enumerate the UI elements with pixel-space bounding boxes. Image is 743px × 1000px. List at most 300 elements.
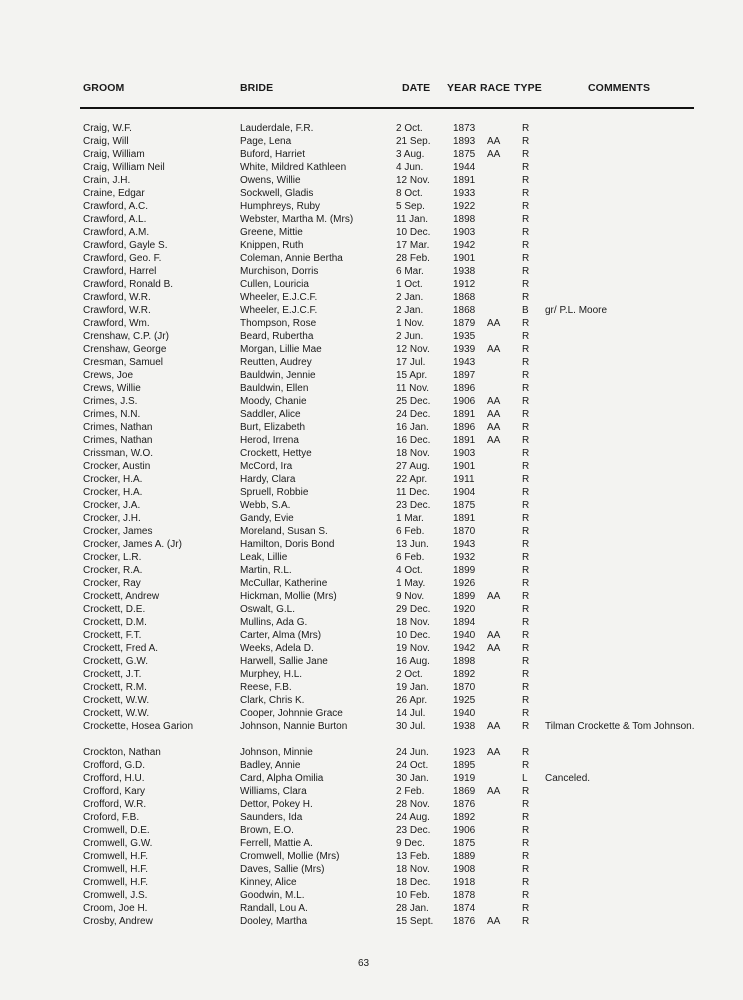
race-cell: AA: [487, 318, 501, 329]
type-cell: R: [522, 292, 530, 303]
bride-cell: Moody, Chanie: [240, 396, 307, 407]
groom-cell: Crofford, H.U.: [83, 773, 145, 784]
bride-cell: Page, Lena: [240, 136, 292, 147]
groom-cell: Crimes, N.N.: [83, 409, 141, 420]
bride-cell: Johnson, Nannie Burton: [240, 721, 348, 732]
year-cell: 1933: [453, 188, 476, 199]
table-row: [0, 356, 743, 369]
year-cell: 1901: [453, 461, 476, 472]
year-cell: 1898: [453, 214, 476, 225]
groom-cell: Craig, Will: [83, 136, 129, 147]
bride-cell: White, Mildred Kathleen: [240, 162, 347, 173]
type-cell: R: [522, 838, 530, 849]
type-cell: R: [522, 487, 530, 498]
groom-cell: Croom, Joe H.: [83, 903, 148, 914]
bride-cell: Bauldwin, Ellen: [240, 383, 309, 394]
bride-cell: Spruell, Robbie: [240, 487, 309, 498]
bride-cell: Weeks, Adela D.: [240, 643, 314, 654]
type-cell: R: [522, 903, 530, 914]
table-row: [0, 811, 743, 824]
date-cell: 10 Dec.: [396, 630, 431, 641]
year-cell: 1891: [453, 513, 476, 524]
year-cell: 1899: [453, 591, 476, 602]
type-cell: R: [522, 266, 530, 277]
type-cell: R: [522, 227, 530, 238]
header-year: YEAR: [447, 82, 477, 94]
date-cell: 17 Jul.: [396, 357, 426, 368]
table-row: [0, 148, 743, 161]
type-cell: R: [522, 656, 530, 667]
year-cell: 1870: [453, 682, 476, 693]
table-row: [0, 850, 743, 863]
table-row: [0, 902, 743, 915]
type-cell: R: [522, 409, 530, 420]
table-row: [0, 694, 743, 707]
type-cell: R: [522, 747, 530, 758]
groom-cell: Crockett, D.M.: [83, 617, 147, 628]
date-cell: 6 Feb.: [396, 552, 425, 563]
groom-cell: Crofford, Kary: [83, 786, 146, 797]
type-cell: R: [522, 201, 530, 212]
bride-cell: Moreland, Susan S.: [240, 526, 328, 537]
date-cell: 11 Jan.: [396, 214, 429, 225]
table-row: [0, 239, 743, 252]
groom-cell: Crockett, W.W.: [83, 708, 150, 719]
bride-cell: Johnson, Minnie: [240, 747, 313, 758]
groom-cell: Craine, Edgar: [83, 188, 145, 199]
bride-cell: Reutten, Audrey: [240, 357, 312, 368]
type-cell: R: [522, 812, 530, 823]
groom-cell: Crimes, Nathan: [83, 422, 153, 433]
table-row: [0, 629, 743, 642]
table-row: [0, 824, 743, 837]
date-cell: 16 Jan.: [396, 422, 429, 433]
table-row: [0, 564, 743, 577]
type-cell: R: [522, 357, 530, 368]
bride-cell: Murchison, Dorris: [240, 266, 319, 277]
bride-cell: Badley, Annie: [240, 760, 301, 771]
groom-cell: Crockett, F.T.: [83, 630, 142, 641]
bride-cell: Clark, Chris K.: [240, 695, 305, 706]
year-cell: 1925: [453, 695, 476, 706]
date-cell: 5 Sep.: [396, 201, 425, 212]
groom-cell: Crimes, J.S.: [83, 396, 138, 407]
table-row: [0, 473, 743, 486]
bride-cell: Card, Alpha Omilia: [240, 773, 324, 784]
year-cell: 1896: [453, 422, 476, 433]
year-cell: 1942: [453, 240, 476, 251]
date-cell: 17 Mar.: [396, 240, 430, 251]
date-cell: 19 Nov.: [396, 643, 430, 654]
year-cell: 1875: [453, 838, 476, 849]
type-cell: R: [522, 214, 530, 225]
type-cell: B: [522, 305, 529, 316]
race-cell: AA: [487, 435, 501, 446]
bride-cell: Coleman, Annie Bertha: [240, 253, 343, 264]
date-cell: 2 Jan.: [396, 292, 424, 303]
year-cell: 1895: [453, 760, 476, 771]
type-cell: R: [522, 799, 530, 810]
date-cell: 11 Nov.: [396, 383, 429, 394]
groom-cell: Crocker, L.R.: [83, 552, 142, 563]
table-row: [0, 590, 743, 603]
groom-cell: Crockette, Hosea Garion: [83, 721, 194, 732]
year-cell: 1891: [453, 175, 476, 186]
race-cell: AA: [487, 344, 501, 355]
year-cell: 1875: [453, 500, 476, 511]
table-row: [0, 174, 743, 187]
groom-cell: Crocker, James: [83, 526, 153, 537]
type-cell: R: [522, 344, 530, 355]
table-row: [0, 304, 743, 317]
bride-cell: Knippen, Ruth: [240, 240, 304, 251]
year-cell: 1889: [453, 851, 476, 862]
groom-cell: Crocker, J.A.: [83, 500, 141, 511]
date-cell: 18 Nov.: [396, 617, 430, 628]
type-cell: R: [522, 851, 530, 862]
year-cell: 1923: [453, 747, 476, 758]
year-cell: 1901: [453, 253, 476, 264]
table-row: [0, 265, 743, 278]
groom-cell: Crain, J.H.: [83, 175, 131, 186]
type-cell: R: [522, 708, 530, 719]
groom-cell: Crocker, Austin: [83, 461, 151, 472]
year-cell: 1906: [453, 396, 476, 407]
type-cell: R: [522, 123, 530, 134]
year-cell: 1903: [453, 227, 476, 238]
type-cell: L: [522, 773, 528, 784]
table-row: [0, 278, 743, 291]
table-row: [0, 343, 743, 356]
bride-cell: Martin, R.L.: [240, 565, 292, 576]
bride-cell: Beard, Rubertha: [240, 331, 314, 342]
date-cell: 30 Jul.: [396, 721, 426, 732]
groom-cell: Crocker, J.H.: [83, 513, 141, 524]
year-cell: 1898: [453, 656, 476, 667]
table-row: [0, 707, 743, 720]
date-cell: 19 Jan.: [396, 682, 429, 693]
table-row: [0, 317, 743, 330]
year-cell: 1879: [453, 318, 476, 329]
race-cell: AA: [487, 149, 501, 160]
date-cell: 28 Feb.: [396, 253, 430, 264]
groom-cell: Cresman, Samuel: [83, 357, 164, 368]
groom-cell: Crockett, Fred A.: [83, 643, 159, 654]
groom-cell: Crawford, A.C.: [83, 201, 149, 212]
type-cell: R: [522, 175, 530, 186]
bride-cell: Mullins, Ada G.: [240, 617, 308, 628]
type-cell: R: [522, 604, 530, 615]
date-cell: 6 Mar.: [396, 266, 424, 277]
table-row: [0, 616, 743, 629]
year-cell: 1922: [453, 201, 476, 212]
date-cell: 1 Mar.: [396, 513, 424, 524]
header-rule: [80, 107, 694, 109]
date-cell: 1 Oct.: [396, 279, 423, 290]
table-row: [0, 837, 743, 850]
groom-cell: Crawford, Geo. F.: [83, 253, 162, 264]
table-row: [0, 759, 743, 772]
year-cell: 1938: [453, 721, 476, 732]
table-row: [0, 291, 743, 304]
table-row: [0, 655, 743, 668]
year-cell: 1908: [453, 864, 476, 875]
type-cell: R: [522, 474, 530, 485]
header-race: RACE: [480, 82, 511, 94]
type-cell: R: [522, 591, 530, 602]
groom-cell: Cromwell, D.E.: [83, 825, 150, 836]
header-type: TYPE: [514, 82, 542, 94]
race-cell: AA: [487, 591, 501, 602]
table-row: [0, 122, 743, 135]
bride-cell: Reese, F.B.: [240, 682, 292, 693]
groom-cell: Craig, William Neil: [83, 162, 165, 173]
type-cell: R: [522, 578, 530, 589]
year-cell: 1903: [453, 448, 476, 459]
groom-cell: Crews, Joe: [83, 370, 134, 381]
type-cell: R: [522, 916, 530, 927]
table-row: [0, 395, 743, 408]
year-cell: 1919: [453, 773, 476, 784]
date-cell: 13 Jun.: [396, 539, 429, 550]
table-row: [0, 681, 743, 694]
type-cell: R: [522, 461, 530, 472]
type-cell: R: [522, 370, 530, 381]
type-cell: R: [522, 877, 530, 888]
bride-cell: Williams, Clara: [240, 786, 307, 797]
groom-cell: Crawford, A.L.: [83, 214, 147, 225]
date-cell: 10 Dec.: [396, 227, 431, 238]
groom-cell: Crockett, Andrew: [83, 591, 160, 602]
groom-cell: Crawford, Gayle S.: [83, 240, 168, 251]
date-cell: 27 Aug.: [396, 461, 430, 472]
type-cell: R: [522, 396, 530, 407]
date-cell: 15 Apr.: [396, 370, 428, 381]
type-cell: R: [522, 331, 530, 342]
date-cell: 10 Feb.: [396, 890, 430, 901]
bride-cell: Carter, Alma (Mrs): [240, 630, 322, 641]
type-cell: R: [522, 526, 530, 537]
groom-cell: Crawford, Harrel: [83, 266, 157, 277]
bride-cell: Bauldwin, Jennie: [240, 370, 316, 381]
bride-cell: Greene, Mittie: [240, 227, 303, 238]
bride-cell: Humphreys, Ruby: [240, 201, 321, 212]
type-cell: R: [522, 162, 530, 173]
table-row: [0, 772, 743, 785]
type-cell: R: [522, 669, 530, 680]
bride-cell: Goodwin, M.L.: [240, 890, 305, 901]
year-cell: 1944: [453, 162, 476, 173]
table-row: [0, 720, 743, 746]
date-cell: 4 Jun.: [396, 162, 424, 173]
date-cell: 24 Aug.: [396, 812, 430, 823]
year-cell: 1892: [453, 669, 476, 680]
bride-cell: Cooper, Johnnie Grace: [240, 708, 343, 719]
type-cell: R: [522, 565, 530, 576]
year-cell: 1892: [453, 812, 476, 823]
table-row: [0, 538, 743, 551]
year-cell: 1876: [453, 799, 476, 810]
groom-cell: Crews, Willie: [83, 383, 141, 394]
table-row: [0, 876, 743, 889]
table-row: [0, 551, 743, 564]
bride-cell: Saunders, Ida: [240, 812, 303, 823]
date-cell: 9 Dec.: [396, 838, 425, 849]
year-cell: 1912: [453, 279, 476, 290]
race-cell: AA: [487, 409, 501, 420]
year-cell: 1899: [453, 565, 476, 576]
date-cell: 8 Oct.: [396, 188, 423, 199]
bride-cell: Gandy, Evie: [240, 513, 294, 524]
year-cell: 1896: [453, 383, 476, 394]
table-row: [0, 434, 743, 447]
race-cell: AA: [487, 786, 501, 797]
type-cell: R: [522, 149, 530, 160]
year-cell: 1943: [453, 357, 476, 368]
groom-cell: Cromwell, H.F.: [83, 851, 149, 862]
type-cell: R: [522, 864, 530, 875]
records-list: [0, 122, 743, 928]
type-cell: R: [522, 760, 530, 771]
date-cell: 12 Nov.: [396, 344, 430, 355]
table-row: [0, 226, 743, 239]
type-cell: R: [522, 136, 530, 147]
date-cell: 9 Nov.: [396, 591, 425, 602]
groom-cell: Crawford, Wm.: [83, 318, 150, 329]
date-cell: 2 Oct.: [396, 669, 423, 680]
table-row: [0, 915, 743, 928]
year-cell: 1868: [453, 305, 476, 316]
bride-cell: Crockett, Hettye: [240, 448, 312, 459]
date-cell: 1 May.: [396, 578, 426, 589]
groom-cell: Crocker, H.A.: [83, 474, 143, 485]
year-cell: 1940: [453, 708, 476, 719]
groom-cell: Crockett, R.M.: [83, 682, 147, 693]
bride-cell: Ferrell, Mattie A.: [240, 838, 313, 849]
year-cell: 1891: [453, 435, 476, 446]
date-cell: 22 Apr.: [396, 474, 428, 485]
bride-cell: Sockwell, Gladis: [240, 188, 314, 199]
table-row: [0, 512, 743, 525]
type-cell: R: [522, 422, 530, 433]
type-cell: R: [522, 630, 530, 641]
race-cell: AA: [487, 721, 501, 732]
groom-cell: Crimes, Nathan: [83, 435, 153, 446]
date-cell: 6 Feb.: [396, 526, 425, 537]
bride-cell: Saddler, Alice: [240, 409, 301, 420]
type-cell: R: [522, 617, 530, 628]
date-cell: 18 Dec.: [396, 877, 431, 888]
bride-cell: Webb, S.A.: [240, 500, 291, 511]
table-row: [0, 447, 743, 460]
date-cell: 2 Jun.: [396, 331, 424, 342]
date-cell: 28 Jan.: [396, 903, 429, 914]
type-cell: R: [522, 890, 530, 901]
date-cell: 29 Dec.: [396, 604, 431, 615]
groom-cell: Cromwell, H.F.: [83, 864, 149, 875]
header-comments: COMMENTS: [588, 82, 651, 94]
header-bride: BRIDE: [240, 82, 274, 94]
table-row: [0, 642, 743, 655]
bride-cell: McCullar, Katherine: [240, 578, 328, 589]
date-cell: 25 Dec.: [396, 396, 431, 407]
type-cell: R: [522, 682, 530, 693]
date-cell: 23 Dec.: [396, 500, 431, 511]
bride-cell: Lauderdale, F.R.: [240, 123, 314, 134]
year-cell: 1918: [453, 877, 476, 888]
year-cell: 1920: [453, 604, 476, 615]
type-cell: R: [522, 695, 530, 706]
date-cell: 3 Aug.: [396, 149, 425, 160]
date-cell: 2 Jan.: [396, 305, 424, 316]
groom-cell: Croford, F.B.: [83, 812, 140, 823]
groom-cell: Crawford, Ronald B.: [83, 279, 174, 290]
groom-cell: Crockett, W.W.: [83, 695, 150, 706]
year-cell: 1943: [453, 539, 476, 550]
table-row: [0, 408, 743, 421]
race-cell: AA: [487, 630, 501, 641]
groom-cell: Cromwell, H.F.: [83, 877, 149, 888]
year-cell: 1932: [453, 552, 476, 563]
groom-cell: Crenshaw, C.P. (Jr): [83, 331, 169, 342]
year-cell: 1873: [453, 123, 476, 134]
groom-cell: Crissman, W.O.: [83, 448, 154, 459]
race-cell: AA: [487, 396, 501, 407]
date-cell: 24 Dec.: [396, 409, 431, 420]
table-row: [0, 798, 743, 811]
groom-cell: Cromwell, J.S.: [83, 890, 148, 901]
bride-cell: Randall, Lou A.: [240, 903, 308, 914]
bride-cell: Herod, Irrena: [240, 435, 299, 446]
table-row: [0, 330, 743, 343]
year-cell: 1942: [453, 643, 476, 654]
year-cell: 1893: [453, 136, 476, 147]
groom-cell: Craig, William: [83, 149, 145, 160]
comments-cell: gr/ P.L. Moore: [545, 305, 608, 316]
groom-cell: Crockett, D.E.: [83, 604, 146, 615]
type-cell: R: [522, 448, 530, 459]
year-cell: 1876: [453, 916, 476, 927]
groom-cell: Crawford, A.M.: [83, 227, 150, 238]
date-cell: 12 Nov.: [396, 175, 430, 186]
table-row: [0, 161, 743, 174]
date-cell: 21 Sep.: [396, 136, 431, 147]
date-cell: 2 Oct.: [396, 123, 423, 134]
bride-cell: Cullen, Louricia: [240, 279, 309, 290]
bride-cell: Murphey, H.L.: [240, 669, 303, 680]
year-cell: 1906: [453, 825, 476, 836]
year-cell: 1874: [453, 903, 476, 914]
type-cell: R: [522, 513, 530, 524]
type-cell: R: [522, 383, 530, 394]
type-cell: R: [522, 188, 530, 199]
table-row: [0, 135, 743, 148]
groom-cell: Cromwell, G.W.: [83, 838, 153, 849]
bride-cell: Thompson, Rose: [240, 318, 317, 329]
table-row: [0, 889, 743, 902]
year-cell: 1891: [453, 409, 476, 420]
bride-cell: Leak, Lillie: [240, 552, 288, 563]
table-row: [0, 746, 743, 759]
year-cell: 1894: [453, 617, 476, 628]
table-row: [0, 382, 743, 395]
date-cell: 16 Aug.: [396, 656, 430, 667]
bride-cell: Webster, Martha M. (Mrs): [240, 214, 354, 225]
date-cell: 1 Nov.: [396, 318, 425, 329]
race-cell: AA: [487, 136, 501, 147]
date-cell: 11 Dec.: [396, 487, 430, 498]
year-cell: 1940: [453, 630, 476, 641]
